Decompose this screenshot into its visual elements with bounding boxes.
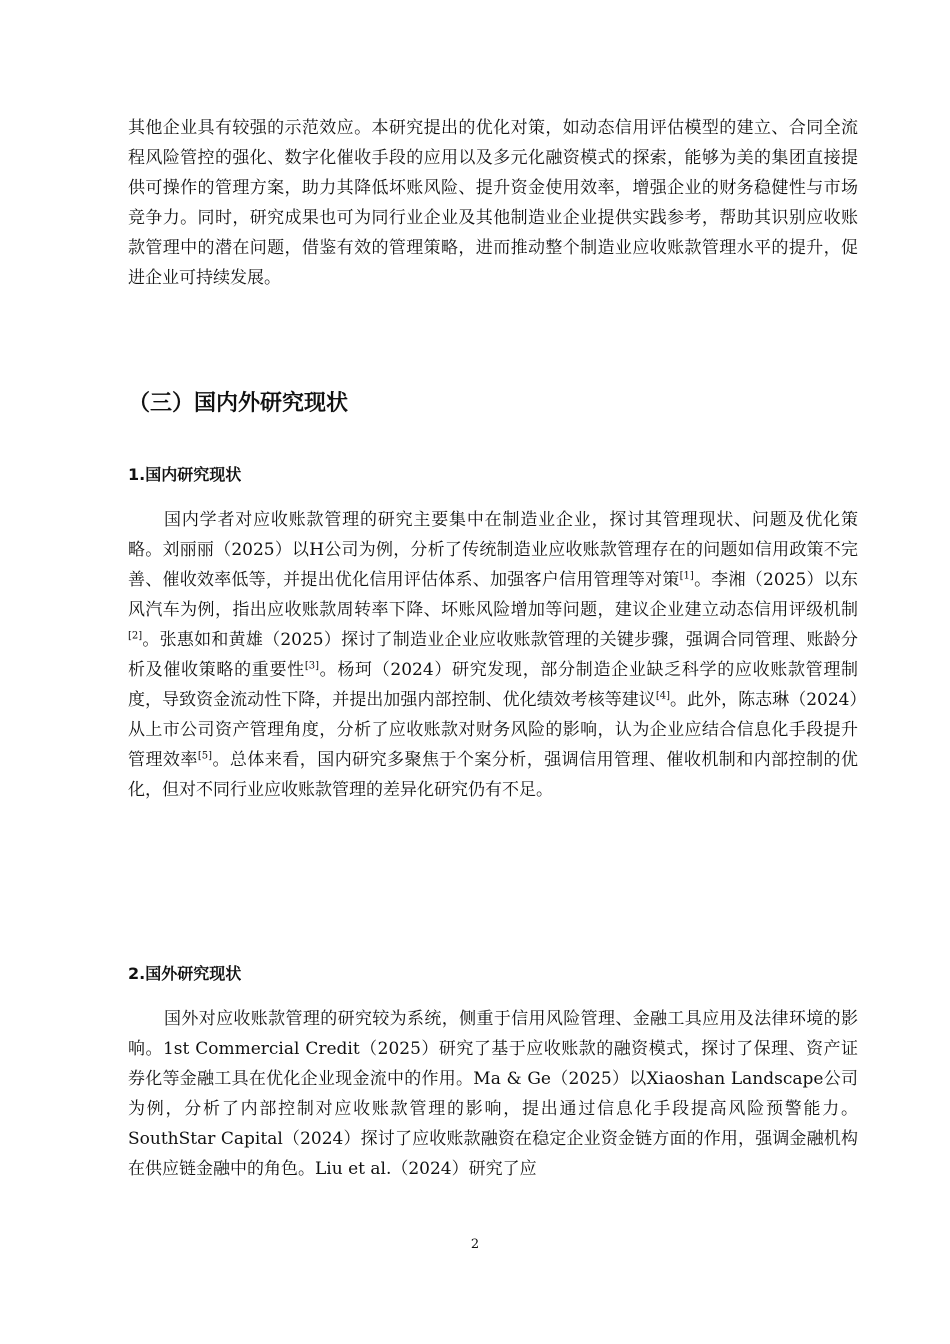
foreign-block	[128, 1004, 858, 1184]
citation-ref-4[interactable]: [4]	[655, 690, 670, 702]
domestic-text-2: 。李湘（2025）以东风汽车为例，指出应收账款周转率下降、坏账风险增加等问题，建议企业建立动态信用评级机制	[128, 570, 859, 620]
domestic-text-3: 。张惠如和黄雄（2025）探讨了制造业企业应收账款管理的关键步骤，强调合同管理、账龄分析及催收策略的重要性	[128, 630, 858, 680]
domestic-text-4: 。杨珂（2024）研究发现，部分制造企业缺乏科学的应收账款管理制度，导致资金流动性下降，并提出加强内部控制、优化绩效考核等建议	[128, 660, 858, 710]
foreign-paragraph: 国外对应收账款管理的研究较为系统，侧重于信用风险管理、金融工具应用及法律环境的影响。1st Commercial Credit（2025）研究了基于应收账款的融资模式，探讨了保理、资产证券化等金融工具在优化企业现金流中的作用。Ma & Ge（2025）以Xiaoshan Landscape公司为例，分析了内部控制对应收账款管理的影响，提出通过信息化手段提高风险预警能力。SouthStar Capital（2024）探讨了应收账款融资在稳定企业资金链方面的作用，强调金融机构在供应链金融中的角色。Liu et al.（2024）研究了应	[128, 1009, 858, 1179]
domestic-heading: 1.国内研究现状	[128, 465, 242, 484]
domestic-text-6: 。总体来看，国内研究多聚焦于个案分析，强调信用管理、催收机制和内部控制的优化，但对不同行业应收账款管理的差异化研究仍有不足。	[128, 750, 859, 800]
citation-ref-1[interactable]: [1]	[679, 570, 694, 582]
domestic-text-1: 国内学者对应收账款管理的研究主要集中在制造业企业，探讨其管理现状、问题及优化策略。刘丽丽（2025）以H公司为例，分析了传统制造业应收账款管理存在的问题如信用政策不完善、催收效率低等，并提出优化信用评估体系、加强客户信用管理等对策	[128, 510, 858, 590]
domestic-block	[128, 505, 858, 805]
intro-block	[128, 113, 858, 293]
citation-ref-3[interactable]: [3]	[304, 660, 319, 672]
intro-paragraph: 其他企业具有较强的示范效应。本研究提出的优化对策，如动态信用评估模型的建立、合同全流程风险管控的强化、数字化催收手段的应用以及多元化融资模式的探索，能够为美的集团直接提供可操作的管理方案，助力其降低坏账风险、提升资金使用效率，增强企业的财务稳健性与市场竞争力。同时，研究成果也可为同行业企业及其他制造业企业提供实践参考，帮助其识别应收账款管理中的潜在问题，借鉴有效的管理策略，进而推动整个制造业应收账款管理水平的提升，促进企业可持续发展。	[128, 118, 858, 288]
page-number: 2	[470, 1237, 480, 1252]
domestic-paragraph	[128, 505, 858, 805]
section-heading: （三）国内外研究现状	[128, 391, 349, 416]
citation-ref-5[interactable]: [5]	[197, 750, 213, 762]
domestic-text-5: 。此外，陈志琳（2024）从上市公司资产管理角度，分析了应收账款对财务风险的影响，认为企业应结合信息化手段提升管理效率	[128, 690, 859, 770]
foreign-heading: 2.国外研究现状	[128, 964, 242, 983]
citation-ref-2[interactable]: [2]	[128, 630, 143, 642]
